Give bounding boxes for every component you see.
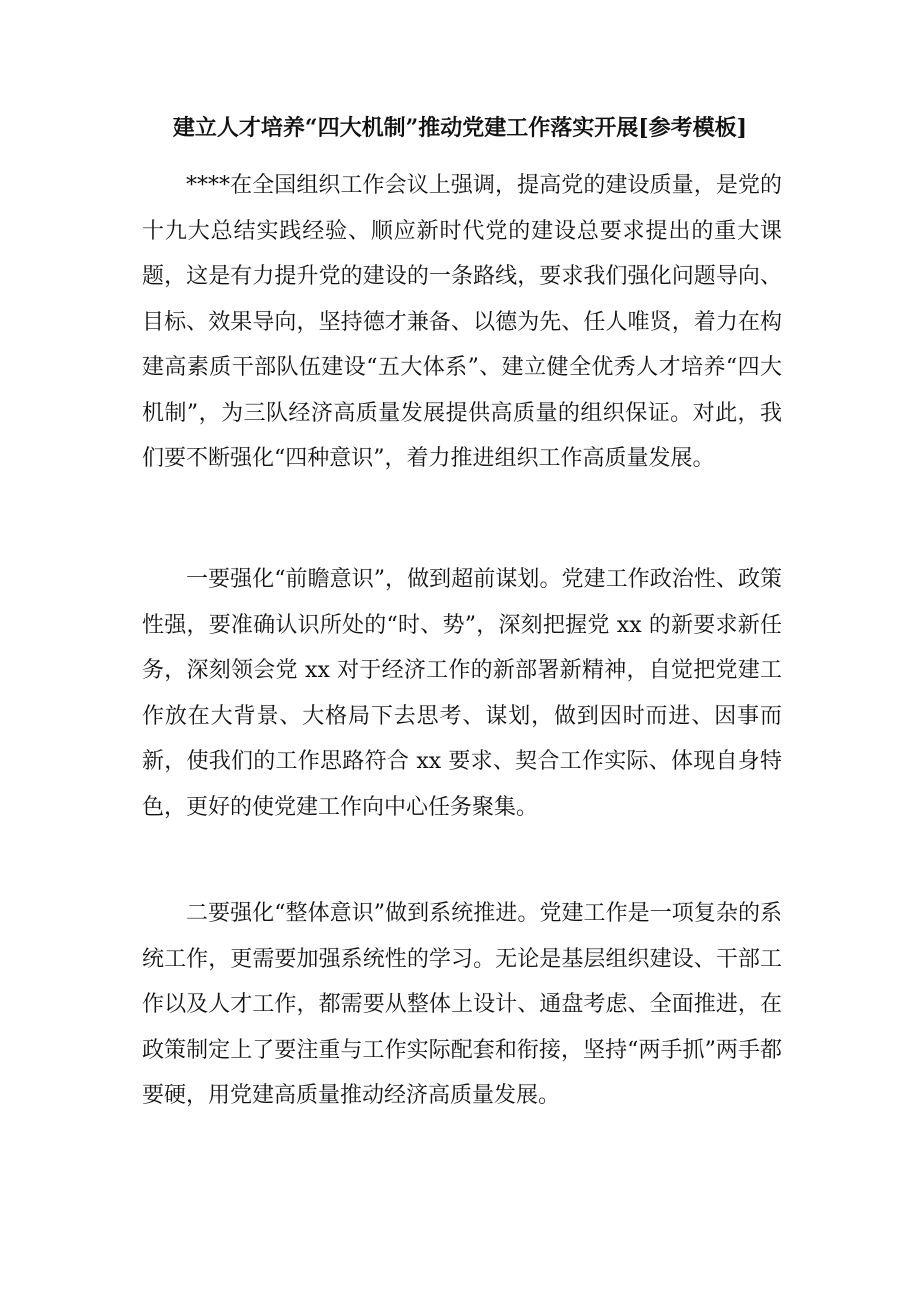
paragraph-intro: ****在全国组织工作会议上强调，提高党的建设质量，是党的十九大总结实践经验、顺应新时代党的建设总要求提出的重大课题，这是有力提升党的建设的一条路线，要求我们强化问题导向、目标、效果导向，坚持德才兼备、以德为先、任人唯贤，着力在构建高素质干部队伍建设“五大体系”、建立健全优秀人才培养“四大机制”，为三队经济高质量发展提供高质量的组织保证。对此，我们要不断强化“四种意识”，着力推进组织工作高质量发展。 (142, 173, 782, 471)
document-title: 建立人才培养“四大机制”推动党建工作落实开展[参考模板] (172, 115, 748, 141)
paragraph-foresight: 一要强化“前瞻意识”，做到超前谋划。党建工作政治性、政策性强，要准确认识所处的“时、势”，深刻把握党 xx 的新要求新任务，深刻领会党 xx 对于经济工作的新部署新精神，自觉把党建工作放在大背景、大格局下去思考、谋划，做到因时而进、因事而新，使我们的工作思路符合 xx 要求、契合工作实际、体现自身特色，更好的使党建工作向中心任务聚集。 (142, 567, 782, 820)
paragraph-integrity: 二要强化“整体意识”做到系统推进。党建工作是一项复杂的系统工作，更需要加强系统性的学习。无论是基层组织建设、干部工作以及人才工作，都需要从整体上设计、通盘考虑、全面推进，在政策制定上了要注重与工作实际配套和衔接，坚持“两手抓”两手都要硬，用党建高质量推动经济高质量发展。 (142, 901, 782, 1108)
